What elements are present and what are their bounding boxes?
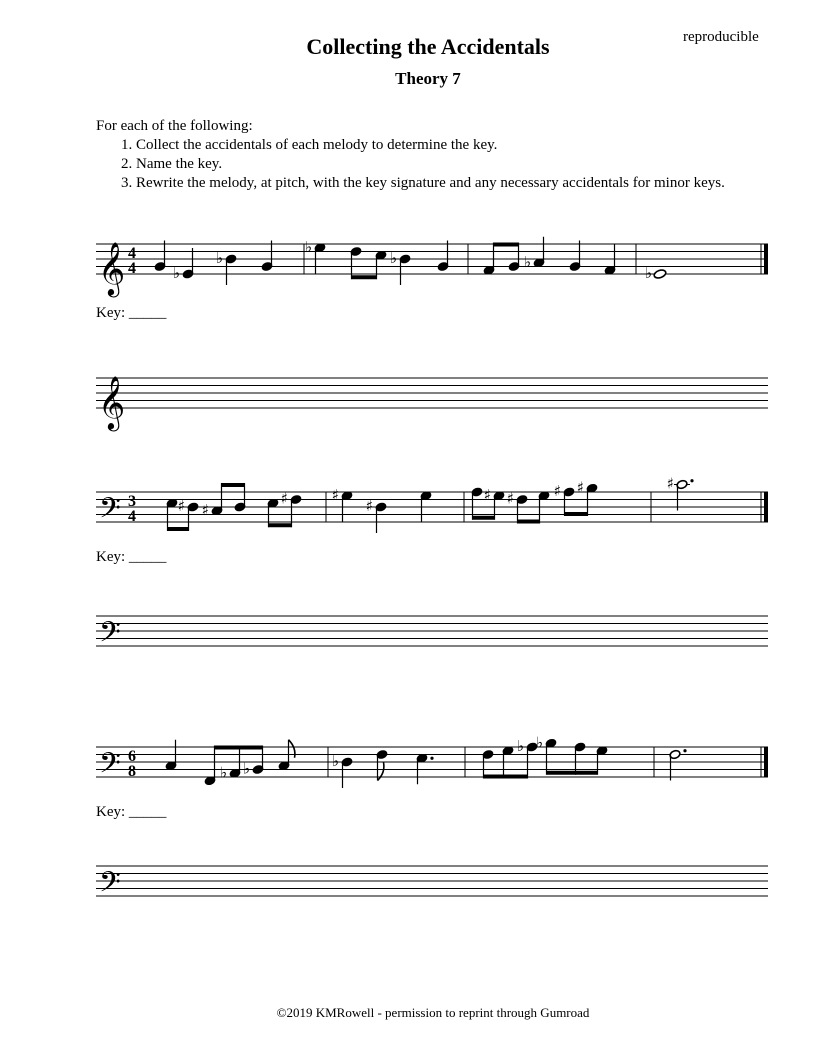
time-signature-bottom: 4	[128, 260, 136, 277]
staff-exercise-2	[96, 475, 768, 534]
flat-icon: ♭	[389, 249, 397, 267]
treble-clef-icon: 𝄞	[98, 375, 126, 429]
bass-clef-icon: 𝄢	[99, 747, 121, 787]
beam	[215, 746, 263, 750]
sharp-icon: ♯	[666, 474, 674, 493]
bass-clef-icon: 𝄢	[99, 492, 121, 532]
instruction-step: 2. Name the key.	[136, 155, 736, 174]
flat-icon: ♭	[242, 759, 250, 778]
flat-icon: ♭	[172, 264, 180, 282]
staff-exercise-3	[96, 733, 768, 788]
final-barline	[764, 747, 768, 777]
flat-icon: ♭	[523, 252, 531, 271]
sharp-icon: ♯	[553, 482, 561, 500]
flat-icon: ♭	[535, 733, 543, 752]
beam	[222, 483, 245, 487]
treble-clef-icon: 𝄞	[98, 241, 126, 295]
instruction-step: 3. Rewrite the melody, at pitch, with the key signature and any necessary accidentals for minor keys.	[136, 174, 736, 193]
flat-icon: ♭	[644, 264, 652, 282]
beam	[494, 243, 519, 247]
time-signature-top: 6	[128, 748, 136, 765]
flat-icon: ♭	[331, 752, 339, 770]
time-signature-bottom: 4	[128, 508, 136, 525]
beam	[565, 512, 588, 516]
beam	[352, 275, 377, 279]
beam	[168, 527, 189, 531]
sharp-icon: ♯	[576, 478, 584, 497]
time-signature-top: 3	[128, 493, 136, 510]
instruction-step: 1. Collect the accidentals of each melody to determine the key.	[136, 136, 736, 155]
flat-icon: ♭	[219, 763, 227, 782]
beam	[547, 771, 598, 775]
notehead	[653, 269, 667, 280]
bass-clef-icon: 𝄢	[99, 866, 121, 906]
sharp-icon: ♯	[331, 485, 339, 504]
answer-staff-1	[96, 375, 768, 431]
flag	[378, 763, 384, 781]
sharp-icon: ♯	[280, 489, 288, 508]
page-subtitle: Theory 7	[395, 69, 461, 88]
page-title: Collecting the Accidentals	[306, 34, 550, 59]
flag	[289, 740, 295, 758]
flat-icon: ♭	[215, 249, 223, 267]
flat-icon: ♭	[516, 737, 524, 755]
sharp-icon: ♯	[177, 497, 185, 515]
augmentation-dot	[690, 479, 693, 482]
sharp-icon: ♯	[483, 485, 491, 504]
beam	[518, 520, 540, 524]
time-signature-top: 4	[128, 245, 136, 262]
key-answer-label-1: Key: _____	[96, 305, 167, 321]
flat-icon: ♭	[304, 237, 312, 256]
augmentation-dot	[683, 749, 686, 752]
reproducible-label: reproducible	[683, 29, 759, 45]
beam	[484, 775, 528, 779]
sharp-icon: ♯	[506, 489, 514, 508]
beam	[473, 516, 495, 520]
sharp-icon: ♯	[365, 497, 373, 515]
key-answer-label-3: Key: _____	[96, 804, 167, 820]
answer-staff-3	[96, 866, 768, 906]
final-barline	[764, 492, 768, 522]
instructions-intro: For each of the following:	[96, 118, 253, 134]
augmentation-dot	[430, 757, 433, 760]
copyright-footer: ©2019 KMRowell - permission to reprint through Gumroad	[276, 1005, 590, 1020]
answer-staff-2	[96, 616, 768, 656]
key-answer-label-2: Key: _____	[96, 549, 167, 565]
final-barline	[764, 244, 768, 274]
bass-clef-icon: 𝄢	[99, 616, 121, 656]
beam	[269, 523, 292, 527]
time-signature-bottom: 8	[128, 763, 136, 780]
sharp-icon: ♯	[201, 500, 209, 519]
staff-exercise-1	[96, 237, 768, 297]
